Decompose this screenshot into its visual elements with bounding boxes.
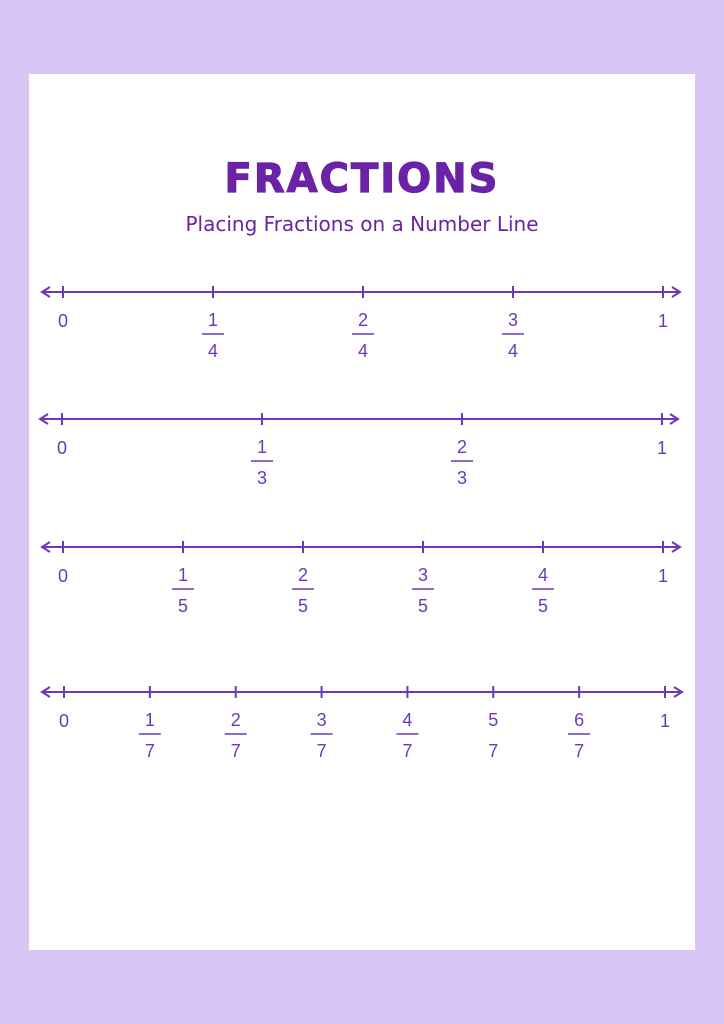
fraction-denominator: 5	[537, 596, 549, 616]
fraction-numerator: 4	[402, 710, 413, 730]
fraction-numerator: 1	[207, 310, 219, 330]
end-label: 1	[657, 311, 669, 331]
fraction-denominator: 7	[316, 741, 327, 761]
end-label: 1	[656, 438, 668, 458]
fraction-denominator: 4	[207, 341, 219, 361]
fraction-denominator: 3	[456, 468, 468, 488]
fraction-denominator: 7	[574, 741, 585, 761]
end-label: 1	[659, 711, 671, 731]
fraction-denominator: 3	[256, 468, 268, 488]
fraction-numerator: 3	[507, 310, 519, 330]
page-subtitle: Placing Fractions on a Number Line	[185, 212, 539, 236]
fraction-numerator: 2	[357, 310, 369, 330]
fraction-denominator: 7	[488, 741, 499, 761]
start-label: 0	[58, 711, 70, 731]
fraction-denominator: 7	[144, 741, 155, 761]
fraction-numerator: 5	[488, 710, 499, 730]
fraction-numerator: 4	[537, 565, 549, 585]
fraction-numerator: 2	[297, 565, 309, 585]
end-label: 1	[657, 566, 669, 586]
fraction-denominator: 4	[507, 341, 519, 361]
fraction-numerator: 1	[256, 437, 268, 457]
fraction-denominator: 5	[417, 596, 429, 616]
start-label: 0	[56, 438, 68, 458]
fraction-numerator: 3	[316, 710, 327, 730]
fraction-denominator: 7	[402, 741, 413, 761]
fraction-denominator: 5	[177, 596, 189, 616]
fraction-denominator: 5	[297, 596, 309, 616]
fraction-numerator: 6	[574, 710, 585, 730]
fraction-numerator: 2	[230, 710, 241, 730]
fraction-numerator: 2	[456, 437, 468, 457]
start-label: 0	[57, 566, 69, 586]
start-label: 0	[57, 311, 69, 331]
fraction-denominator: 4	[357, 341, 369, 361]
page-title: FRACTIONS	[224, 156, 500, 202]
fraction-numerator: 3	[417, 565, 429, 585]
fraction-numerator: 1	[144, 710, 155, 730]
fraction-numerator: 1	[177, 565, 189, 585]
fraction-denominator: 7	[230, 741, 241, 761]
